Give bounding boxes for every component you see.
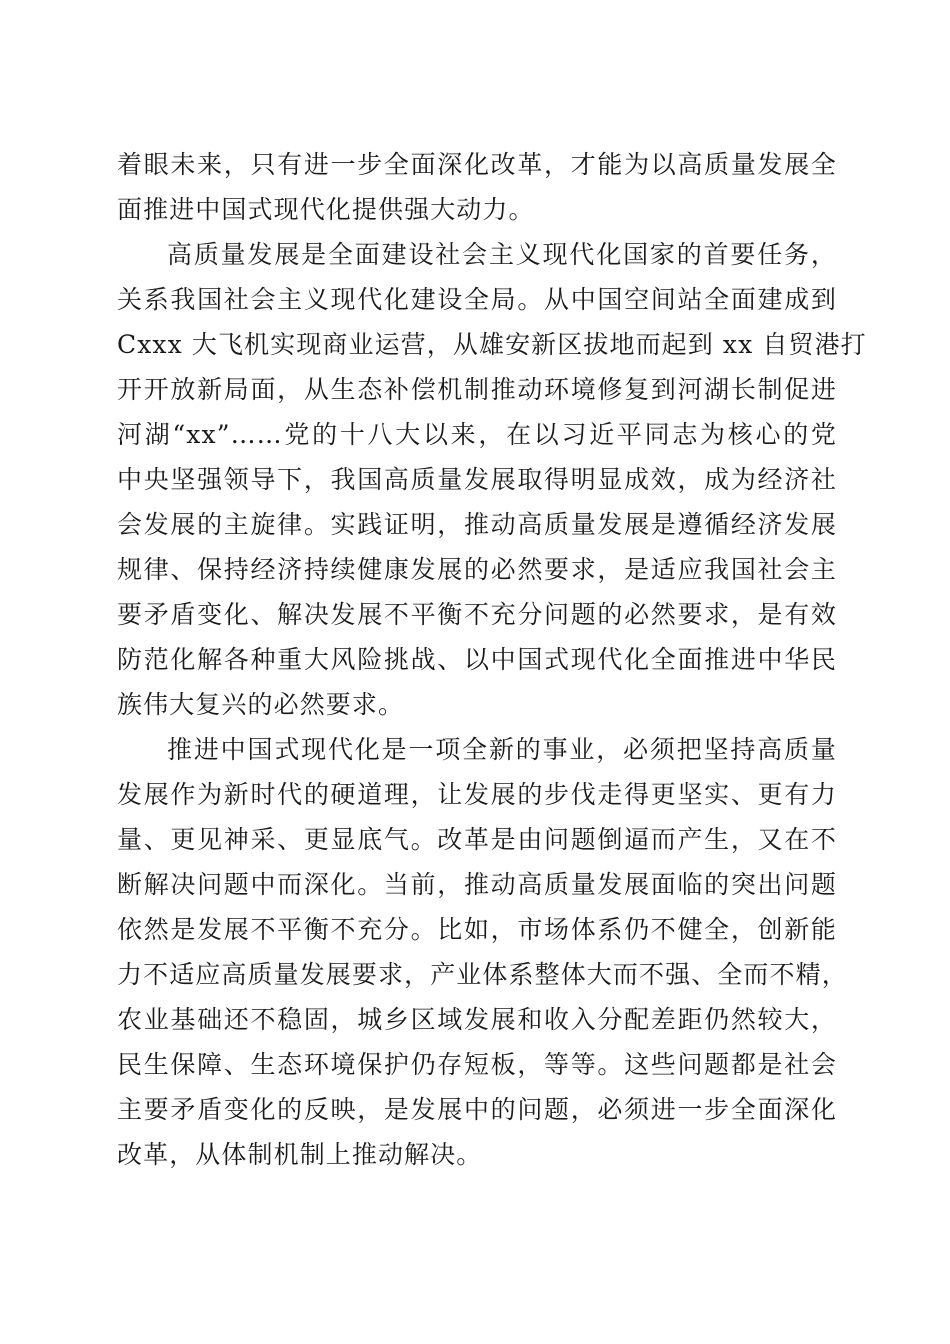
text-line: 主要矛盾变化的反映，是发展中的问题，必须进一步全面深化 xyxy=(117,1095,837,1124)
text-line: 高质量发展是全面建设社会主义现代化国家的首要任务， xyxy=(167,240,837,269)
text-line: 开开放新局面，从生态补偿机制推动环境修复到河湖长制促进 xyxy=(117,375,837,404)
text-line: 中央坚强领导下，我国高质量发展取得明显成效，成为经济社 xyxy=(117,465,837,494)
text-line: 面推进中国式现代化提供强大动力。 xyxy=(117,195,535,224)
text-line: 关系我国社会主义现代化建设全局。从中国空间站全面建成到 xyxy=(117,285,837,314)
text-line: 发展作为新时代的硬道理，让发展的步伐走得更坚实、更有力 xyxy=(117,780,837,809)
text-line: 依然是发展不平衡不充分。比如，市场体系仍不健全，创新能 xyxy=(117,915,837,944)
text-line: 族伟大复兴的必然要求。 xyxy=(117,690,405,719)
text-line: 量、更见神采、更显底气。改革是由问题倒逼而产生，又在不 xyxy=(117,825,837,854)
text-line: 着眼未来，只有进一步全面深化改革，才能为以高质量发展全 xyxy=(117,150,837,179)
text-line: 农业基础还不稳固，城乡区域发展和收入分配差距仍然较大， xyxy=(117,1005,837,1034)
text-line: 断解决问题中而深化。当前，推动高质量发展面临的突出问题 xyxy=(117,870,837,899)
text-line: 推进中国式现代化是一项全新的事业，必须把坚持高质量 xyxy=(167,735,837,764)
text-line: 要矛盾变化、解决发展不平衡不充分问题的必然要求，是有效 xyxy=(117,600,837,629)
text-line: Cxxx 大飞机实现商业运营，从雄安新区拔地而起到 xx 自贸港打 xyxy=(117,330,867,359)
text-line: 力不适应高质量发展要求，产业体系整体大而不强、全而不精， xyxy=(117,960,848,989)
text-line: 防范化解各种重大风险挑战、以中国式现代化全面推进中华民 xyxy=(117,645,837,674)
text-line: 民生保障、生态环境保护仍存短板，等等。这些问题都是社会 xyxy=(117,1050,837,1079)
text-line: 规律、保持经济持续健康发展的必然要求，是适应我国社会主 xyxy=(117,555,837,584)
text-line: 河湖“xx”……党的十八大以来，在以习近平同志为核心的党 xyxy=(117,420,837,449)
text-line: 会发展的主旋律。实践证明，推动高质量发展是遵循经济发展 xyxy=(117,510,837,539)
text-line: 改革，从体制机制上推动解决。 xyxy=(117,1140,483,1169)
